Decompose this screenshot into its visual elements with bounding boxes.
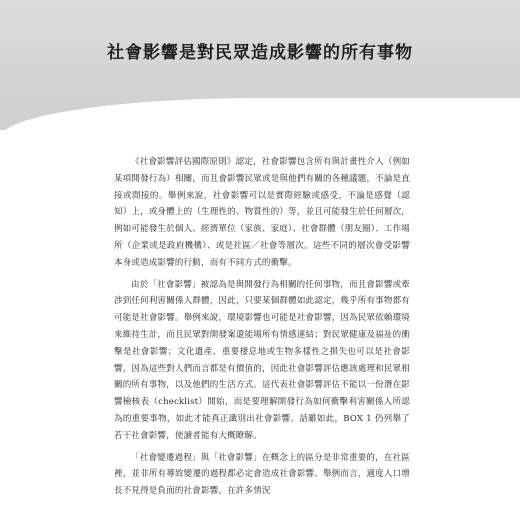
paragraph-3: 「社會變遷過程」與「社會影響」在概念上的區分是非常重要的，在社區裡，並非所有導致變遷的過程都必定會造成社會影響。舉例而言，適度人口增長不見得是負面的社會影響，在許多情況 bbox=[114, 452, 410, 497]
paragraph-2: 由於「社會影響」被認為是與開發行為相關的任何事物，而且會影響或牽涉到任何利害關係人群體，因此，只要某個群體如此認定，幾乎所有事物都有可能是社會影響。舉例來說，環境影響也可能是社會影響，因為民眾依賴環境來維持生計，而且民眾對開發案還能場所有情感連結；對民眾健康及福祉的衝擊是社會影響；文化遺產、重要棲息地或生物多樣性之損失也可以是社會影響，因為這些對人們而言都是有價值的，因此社會影響評估應該處理和民眾相關的所有事物，以及他們的生活方式。這代表社會影響評估不能以一份潛在影響檢核表（checklist）開始，而是要理解開發行為如何衝擊利害關係人所認為的重要事物，如此才能真正識別出社會影響。話雖如此，BOX 1 仍列舉了若干社會影響，使讀者能有大概瞭解。 bbox=[114, 279, 410, 441]
paragraph-1: 《社會影響評估國際原則》認定，社會影響包含所有與計畫性介入（例如某項開發行為）相關，而且會影響民眾或是與他們有關的各種議題，不論是直接或間接的。舉例來說，社會影響可以是實際經驗或感受，不論是感覺（認知）上，或身體上的（生理性的、物質性的）等，並且可能發生於任何層次，例如可能發生於個人、經濟單位（家族、家庭）、社會群體（朋友圈）、工作場所（企業或是政府機構）、或是社區／社會等層次。這些不同的層次會受影響本身或造成影響的行動，而有不同方式的衝擊。 bbox=[114, 157, 411, 268]
page-title: 社會影響是對民眾造成影響的所有事物 bbox=[107, 43, 413, 63]
body-text bbox=[114, 154, 410, 505]
